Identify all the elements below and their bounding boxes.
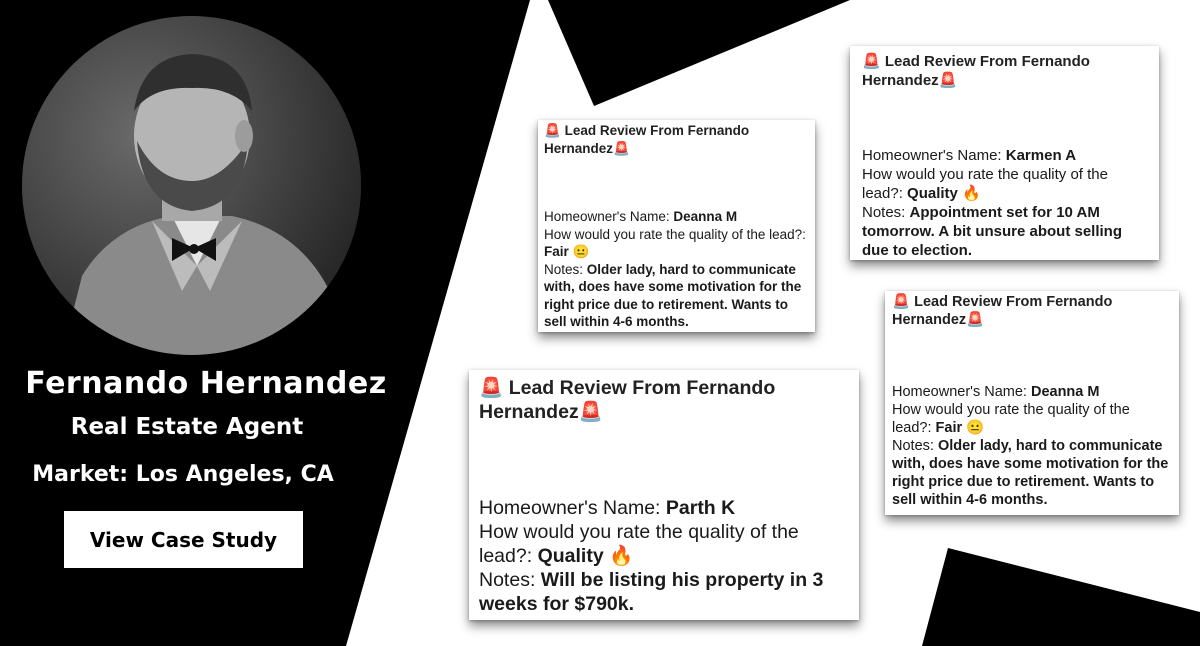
notes-value: Appointment set for 10 AM tomorrow. A bit unsure about selling due to election. <box>862 204 1123 259</box>
siren-icon: 🚨 <box>578 401 603 423</box>
bottom-right-dark-shape <box>922 548 1200 646</box>
siren-icon: 🚨 <box>544 123 561 138</box>
agent-role: Real Estate Agent <box>70 414 304 440</box>
siren-icon: 🚨 <box>862 53 881 70</box>
notes-label: Notes: <box>544 261 587 277</box>
lead-review-card <box>885 291 1179 515</box>
agent-avatar <box>22 16 361 355</box>
lead-review-card <box>469 370 859 620</box>
homeowner-name: Deanna M <box>673 209 738 224</box>
notes-label: Notes: <box>479 569 541 591</box>
notes-label: Notes: <box>862 204 910 221</box>
quality-value: Fair <box>544 244 569 259</box>
name-label: Homeowner's Name: <box>479 497 666 519</box>
homeowner-name: Parth K <box>665 497 736 519</box>
siren-icon: 🚨 <box>613 140 630 156</box>
fire-icon: 🔥 <box>962 185 981 202</box>
card-title: 🚨 Lead Review From Fernando Hernandez🚨 <box>892 294 1113 328</box>
siren-icon: 🚨 <box>938 72 958 89</box>
quality-label: How would you rate the quality of the lead?: <box>892 402 1130 436</box>
notes-value: Older lady, hard to communicate with, does have some motivation for the right price due to retirement. Wants to sell within 4-6 months. <box>892 438 1169 508</box>
lead-review-card <box>538 120 815 332</box>
notes-value: Will be listing his property in 3 weeks for $790k. <box>479 569 824 615</box>
quality-value: Quality <box>537 545 604 567</box>
card-title: 🚨 Lead Review From Fernando Hernandez🚨 <box>862 53 1090 89</box>
name-label: Homeowner's Name: <box>862 147 1006 164</box>
card-body <box>469 496 859 616</box>
homeowner-name: Karmen A <box>1005 147 1077 164</box>
card-title: 🚨 Lead Review From Fernando Hernandez🚨 <box>544 123 750 156</box>
neutral-face-icon: 😐 <box>966 420 985 436</box>
lead-review-card <box>850 46 1159 260</box>
view-case-study-button[interactable]: View Case Study <box>64 511 303 568</box>
siren-icon: 🚨 <box>892 294 911 310</box>
quality-label: How would you rate the quality of the lead?: <box>479 521 799 567</box>
card-body <box>538 208 815 331</box>
fire-icon: 🔥 <box>609 545 634 567</box>
notes-value: Older lady, hard to communicate with, does have some motivation for the right price due to retirement. Wants to sell within 4-6 months. <box>544 261 802 329</box>
homeowner-name: Deanna M <box>1030 384 1100 400</box>
neutral-face-icon: 😐 <box>572 244 590 259</box>
quality-label: How would you rate the quality of the lead?: <box>862 166 1108 202</box>
agent-name: Fernando Hernandez <box>25 366 387 401</box>
top-dark-shape <box>548 0 850 106</box>
card-title: 🚨 Lead Review From Fernando Hernandez🚨 <box>479 377 776 423</box>
siren-icon: 🚨 <box>479 377 504 399</box>
card-body <box>885 383 1179 509</box>
notes-label: Notes: <box>892 438 938 454</box>
quality-label: How would you rate the quality of the lead?: <box>544 226 806 242</box>
name-label: Homeowner's Name: <box>892 384 1031 400</box>
quality-value: Quality <box>907 185 958 202</box>
card-body <box>850 146 1159 260</box>
agent-market: Market: Los Angeles, CA <box>32 462 334 487</box>
quality-value: Fair <box>935 420 963 436</box>
name-label: Homeowner's Name: <box>544 209 674 224</box>
siren-icon: 🚨 <box>966 312 985 328</box>
